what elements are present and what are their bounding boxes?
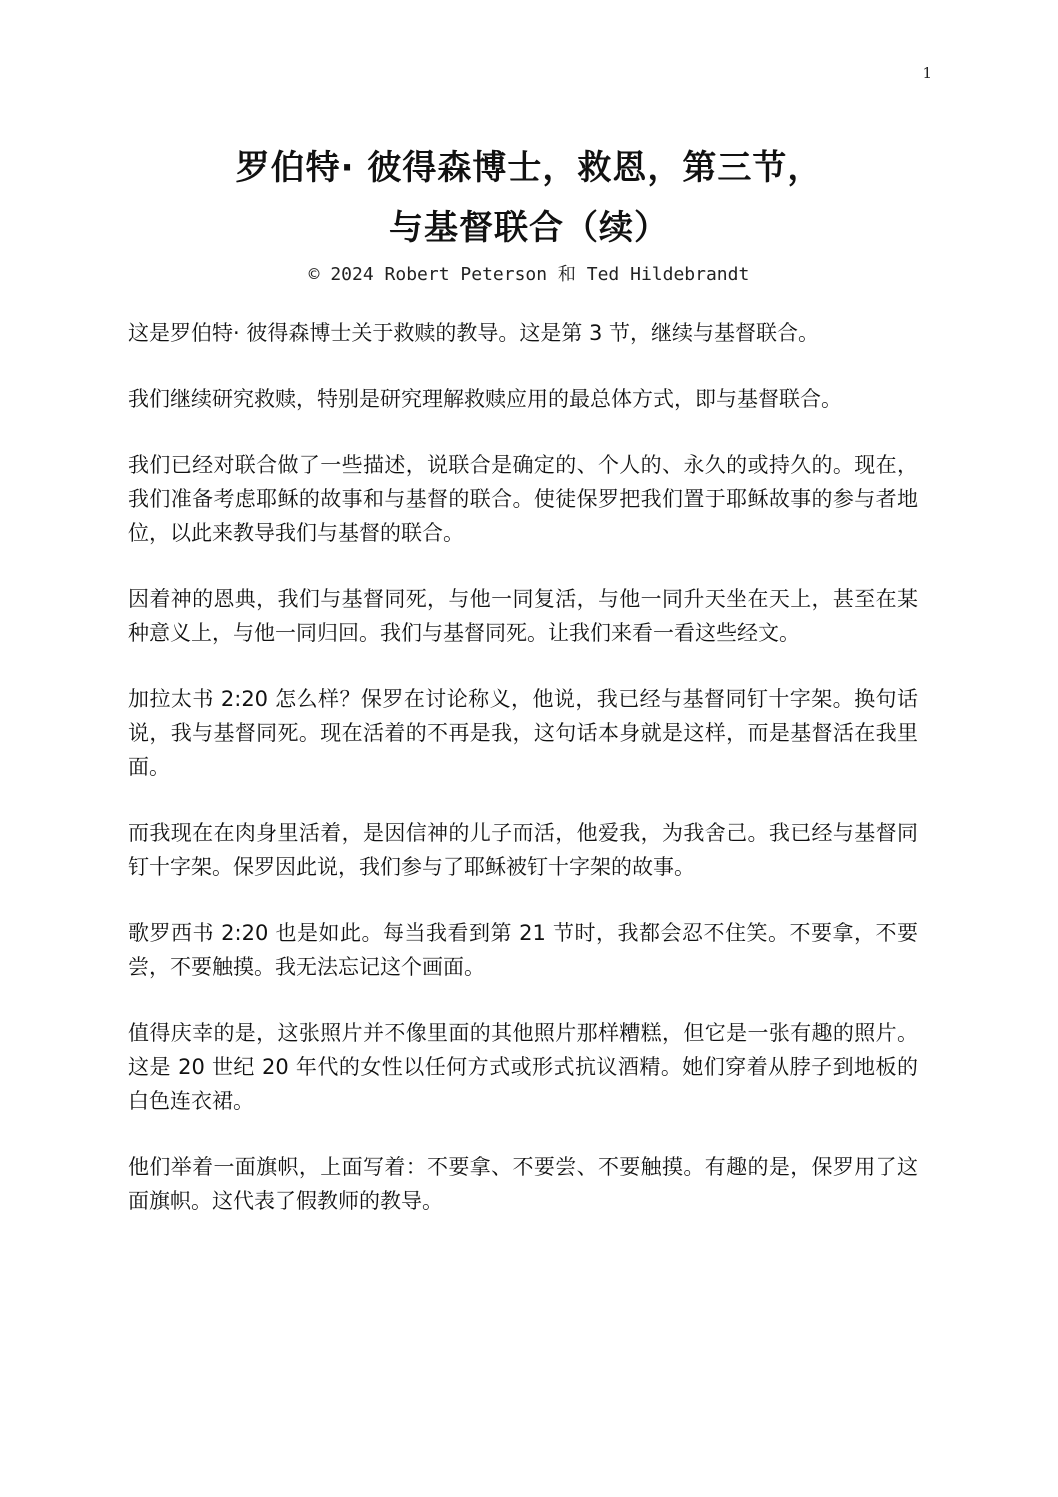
- title-block: [0, 138, 1058, 288]
- paragraph-9: 他们举着一面旗帜，上面写着：不要拿、不要尝、不要触摸。有趣的是，保罗用了这面旗帜。这代表了假教师的教导。: [128, 1155, 918, 1213]
- paragraph-6: 而我现在在肉身里活着，是因信神的儿子而活，他爱我，为我舍己。我已经与基督同钉十字架。保罗因此说，我们参与了耶稣被钉十字架的故事。: [128, 821, 918, 879]
- paragraph-2: 我们继续研究救赎，特别是研究理解救赎应用的最总体方式，即与基督联合。: [128, 387, 842, 411]
- paragraph-4: 因着神的恩典，我们与基督同死，与他一同复活，与他一同升天坐在天上，甚至在某种意义上，与他一同归回。我们与基督同死。让我们来看一看这些经文。: [128, 587, 918, 645]
- paragraph-5: 加拉太书 2:20 怎么样？保罗在讨论称义，他说，我已经与基督同钉十字架。换句话说，我与基督同死。现在活着的不再是我，这句话本身就是这样，而是基督活在我里面。: [128, 687, 918, 779]
- copyright-notice: © 2024 Robert Peterson 和 Ted Hildebrandt: [308, 264, 750, 285]
- page-number: 1: [922, 64, 932, 82]
- document-title-line-1: 罗伯特· 彼得森博士，救恩，第三节，: [235, 148, 823, 188]
- paragraph-3: 我们已经对联合做了一些描述，说联合是确定的、个人的、永久的或持久的。现在，我们准备考虑耶稣的故事和与基督的联合。使徒保罗把我们置于耶稣故事的参与者地位，以此来教导我们与基督的联合。: [128, 453, 918, 545]
- paragraph-1: 这是罗伯特· 彼得森博士关于救赎的教导。这是第 3 节，继续与基督联合。: [128, 321, 820, 345]
- document-title-line-2: 与基督联合（续）: [389, 208, 669, 248]
- document-body: [128, 316, 918, 1250]
- paragraph-8: 值得庆幸的是，这张照片并不像里面的其他照片那样糟糕，但它是一张有趣的照片。这是 20 世纪 20 年代的女性以任何方式或形式抗议酒精。她们穿着从脖子到地板的白色连衣裙。: [128, 1021, 918, 1113]
- paragraph-7: 歌罗西书 2:20 也是如此。每当我看到第 21 节时，我都会忍不住笑。不要拿，不要尝，不要触摸。我无法忘记这个画面。: [128, 921, 918, 979]
